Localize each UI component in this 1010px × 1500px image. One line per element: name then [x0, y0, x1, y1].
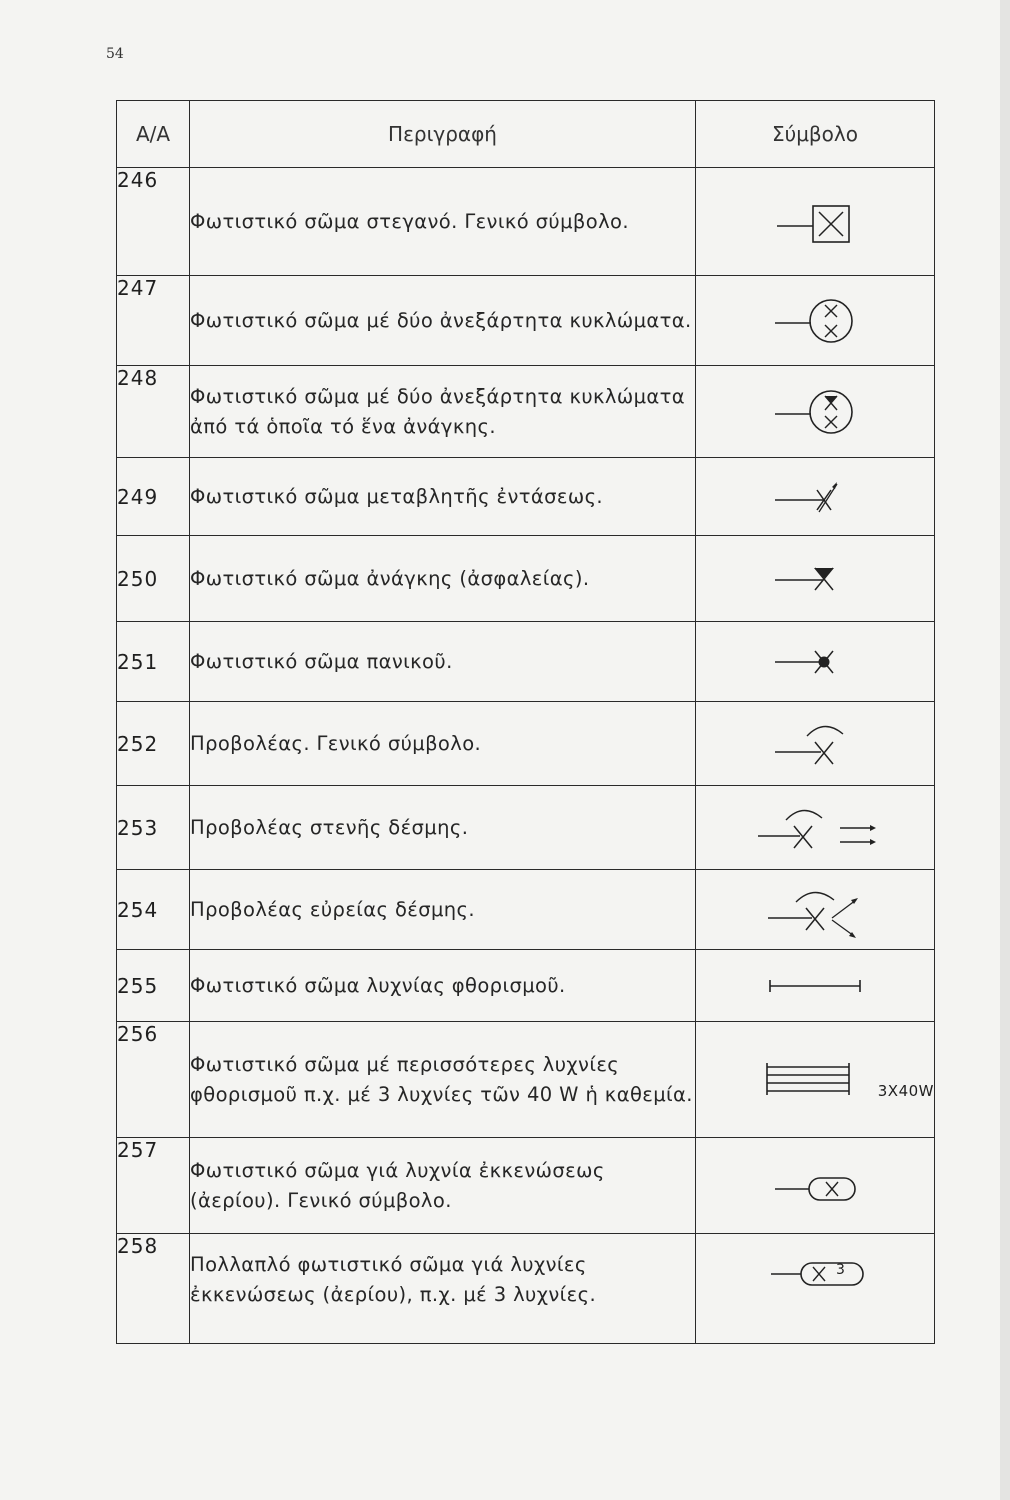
row-number: 258: [117, 1234, 190, 1344]
row-description: Φωτιστικό σῶμα μέ περισσότερες λυχνίες φθορισμοῦ π.χ. μέ 3 λυχνίες τῶν 40 W ἡ καθεμία.: [190, 1022, 696, 1138]
row-description: Προβολέας εὐρείας δέσμης.: [190, 870, 696, 950]
header-symbol: Σύμβολο: [696, 101, 935, 168]
narrow-beam-floodlight-icon: [740, 798, 890, 858]
table-row: [117, 622, 935, 702]
row-description: Φωτιστικό σῶμα μεταβλητῆς ἐντάσεως.: [190, 458, 696, 536]
multi-discharge-lamp-luminaire-icon: [755, 1252, 875, 1292]
table-row: [117, 168, 935, 276]
row-symbol: [696, 870, 935, 950]
two-circuit-emergency-luminaire-icon: [755, 382, 875, 442]
row-number: 249: [117, 458, 190, 536]
row-symbol: [696, 168, 935, 276]
row-symbol: [696, 950, 935, 1022]
table-row: [117, 950, 935, 1022]
row-symbol: [696, 458, 935, 536]
table-row: [117, 870, 935, 950]
row-number: 246: [117, 168, 190, 276]
table-row: [117, 1234, 935, 1344]
row-number: 256: [117, 1022, 190, 1138]
dimmable-luminaire-icon: [755, 472, 875, 522]
emergency-luminaire-icon: [755, 554, 875, 604]
row-description: Φωτιστικό σῶμα γιά λυχνία ἐκκενώσεως (ἀερίου). Γενικό σύμβολο.: [190, 1138, 696, 1234]
row-description: Πολλαπλό φωτιστικό σῶμα γιά λυχνίες ἐκκενώσεως (ἀερίου), π.χ. μέ 3 λυχνίες.: [190, 1234, 696, 1344]
table-row: [117, 536, 935, 622]
row-number: 251: [117, 622, 190, 702]
row-symbol: [696, 1234, 935, 1344]
row-symbol: [696, 276, 935, 366]
row-number: 254: [117, 870, 190, 950]
table-row: [117, 1138, 935, 1234]
row-number: 257: [117, 1138, 190, 1234]
row-symbol: [696, 1022, 935, 1138]
row-description: Φωτιστικό σῶμα στεγανό. Γενικό σύμβολο.: [190, 168, 696, 276]
lamp-count-label: 3: [836, 1262, 846, 1278]
row-symbol: [696, 702, 935, 786]
table-row: [117, 702, 935, 786]
row-number: 247: [117, 276, 190, 366]
sealed-luminaire-icon: [755, 192, 875, 252]
row-symbol: [696, 366, 935, 458]
panic-luminaire-icon: [755, 637, 875, 687]
table-row: [117, 458, 935, 536]
row-symbol: [696, 622, 935, 702]
table-row: [117, 786, 935, 870]
two-circuit-luminaire-icon: [755, 291, 875, 351]
table-row: [117, 1022, 935, 1138]
row-symbol: [696, 1138, 935, 1234]
table-row: [117, 366, 935, 458]
symbols-table: [116, 100, 935, 1344]
row-number: 253: [117, 786, 190, 870]
row-description: Προβολέας. Γενικό σύμβολο.: [190, 702, 696, 786]
row-number: 252: [117, 702, 190, 786]
page-number: 54: [106, 46, 124, 62]
discharge-lamp-luminaire-icon: [755, 1161, 875, 1211]
row-description: Φωτιστικό σῶμα πανικοῦ.: [190, 622, 696, 702]
row-description: Φωτιστικό σῶμα μέ δύο ἀνεξάρτητα κυκλώματα.: [190, 276, 696, 366]
page-edge-shadow: [1000, 0, 1010, 1500]
wide-beam-floodlight-icon: [750, 880, 880, 940]
header-description: Περιγραφή: [190, 101, 696, 168]
header-aa: Α/Α: [117, 101, 190, 168]
table-row: [117, 276, 935, 366]
floodlight-icon: [755, 714, 875, 774]
row-description: Φωτιστικό σῶμα ἀνάγκης (ἀσφαλείας).: [190, 536, 696, 622]
row-number: 250: [117, 536, 190, 622]
row-description: Φωτιστικό σῶμα μέ δύο ἀνεξάρτητα κυκλώματα ἀπό τά ὁποῖα τό ἕνα ἀνάγκης.: [190, 366, 696, 458]
row-symbol: [696, 786, 935, 870]
multi-fluorescent-luminaire-icon: [757, 1055, 857, 1105]
fluorescent-luminaire-icon: [750, 966, 880, 1006]
row-number: 248: [117, 366, 190, 458]
row-number: 255: [117, 950, 190, 1022]
row-description: Προβολέας στενῆς δέσμης.: [190, 786, 696, 870]
lamp-rating-label: 3X40W: [877, 1081, 934, 1100]
table-header-row: [117, 101, 935, 168]
row-description: Φωτιστικό σῶμα λυχνίας φθορισμοῦ.: [190, 950, 696, 1022]
row-symbol: [696, 536, 935, 622]
